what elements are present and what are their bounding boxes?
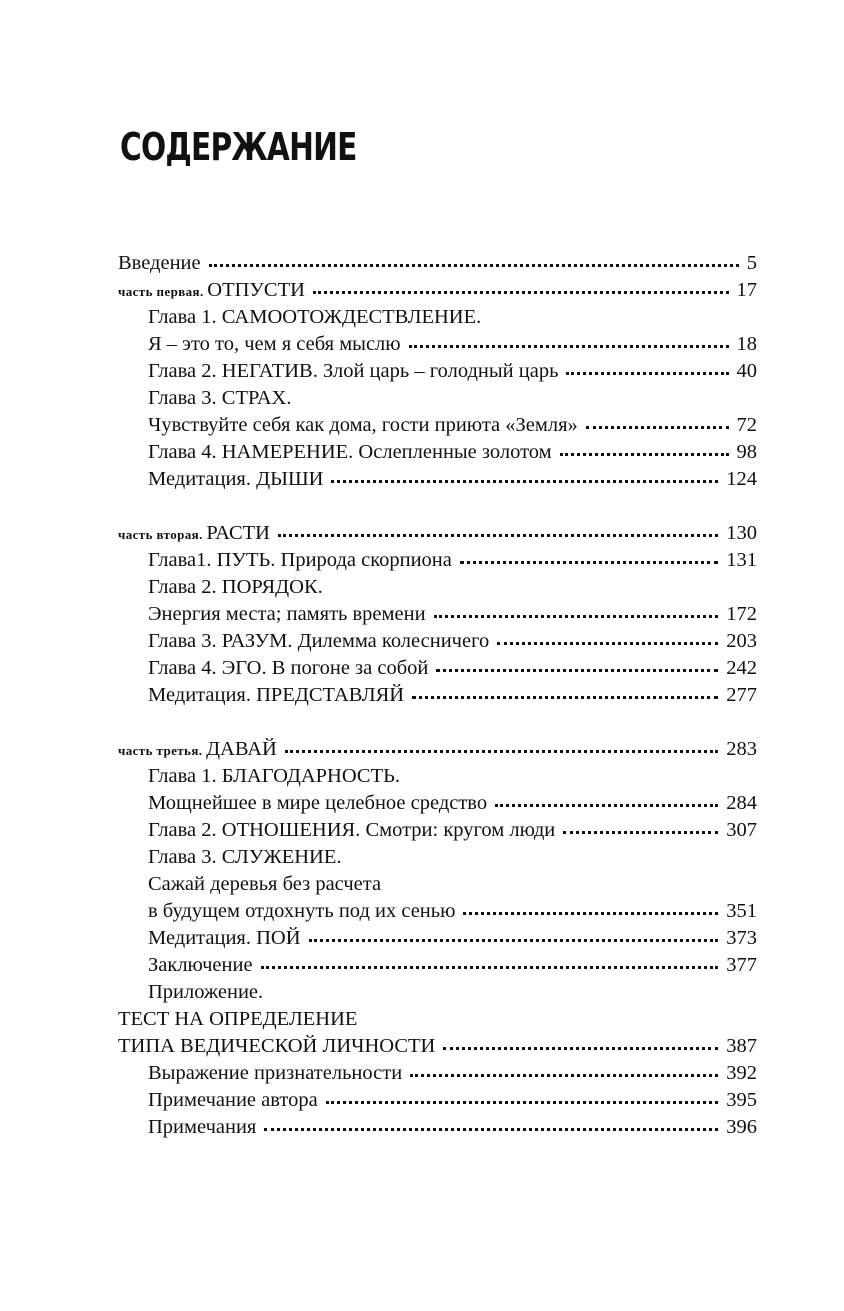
toc-entry[interactable] xyxy=(148,466,757,492)
toc-entry[interactable] xyxy=(148,817,757,843)
entry-title: Мощнейшее в мире целебное средство xyxy=(148,792,488,814)
dot-leader xyxy=(326,1101,719,1104)
page-number: 40 xyxy=(736,360,757,382)
toc-part-entry[interactable] xyxy=(118,277,757,303)
toc-entry[interactable] xyxy=(148,925,757,951)
page-number: 277 xyxy=(726,684,757,706)
dot-leader xyxy=(495,804,718,807)
entry-title: Глава 4. НАМЕРЕНИЕ. Ослепленные золотом xyxy=(148,441,552,463)
dot-leader xyxy=(586,426,729,429)
page-number: 396 xyxy=(726,1116,757,1138)
dot-leader xyxy=(497,642,718,645)
entry-title: Глава 4. ЭГО. В погоне за собой xyxy=(148,657,429,679)
entry-title: Глава 2. НЕГАТИВ. Злой царь – голодный царь xyxy=(148,360,559,382)
dot-leader xyxy=(434,615,719,618)
page-number: 351 xyxy=(726,900,757,922)
dot-leader xyxy=(460,561,718,564)
page-number: 242 xyxy=(726,657,757,679)
entry-title: ТИПА ВЕДИЧЕСКОЙ ЛИЧНОСТИ xyxy=(118,1035,436,1057)
page-number: 98 xyxy=(736,441,757,463)
toc-entry[interactable] xyxy=(148,682,757,708)
dot-leader xyxy=(209,264,739,267)
page-number: 283 xyxy=(726,738,757,760)
toc-entry[interactable] xyxy=(148,331,757,357)
toc-entry[interactable] xyxy=(148,1114,757,1140)
page-number: 392 xyxy=(726,1062,757,1084)
entry-title: Выражение признательности xyxy=(148,1062,403,1084)
toc-part-entry[interactable] xyxy=(118,736,757,762)
dot-leader xyxy=(278,534,718,537)
toc-entry[interactable] xyxy=(148,1060,757,1086)
entry-title: РАСТИ xyxy=(206,522,270,544)
entry-title: ТЕСТ НА ОПРЕДЕЛЕНИЕ xyxy=(118,1008,358,1030)
entry-title: ОТПУСТИ xyxy=(207,279,305,301)
page-number: 124 xyxy=(726,468,757,490)
entry-title: Глава 2. ОТНОШЕНИЯ. Смотри: кругом люди xyxy=(148,819,556,841)
page-number: 387 xyxy=(726,1035,757,1057)
toc-part-entry[interactable] xyxy=(118,520,757,546)
page-title: СОДЕРЖАНИЕ xyxy=(120,125,357,169)
dot-leader xyxy=(563,831,718,834)
dot-leader xyxy=(412,696,718,699)
toc-entry[interactable] xyxy=(148,655,757,681)
toc-entry[interactable] xyxy=(148,952,757,978)
dot-leader xyxy=(443,1047,718,1050)
toc-entry[interactable] xyxy=(148,979,757,1005)
entry-title: в будущем отдохнуть под их сенью xyxy=(148,900,456,922)
entry-title: Сажай деревья без расчета xyxy=(148,873,382,895)
page-number: 395 xyxy=(726,1089,757,1111)
toc-entry[interactable] xyxy=(148,358,757,384)
dot-leader xyxy=(566,372,728,375)
entry-title: Глава 2. ПОРЯДОК. xyxy=(148,576,323,598)
entry-title: Глава 3. РАЗУМ. Дилемма колесничего xyxy=(148,630,490,652)
page-number: 373 xyxy=(726,927,757,949)
page-number: 72 xyxy=(736,414,757,436)
dot-leader xyxy=(261,966,719,969)
entry-title: Глава 1. САМООТОЖДЕСТВЛЕНИЕ. xyxy=(148,306,482,328)
page-number: 17 xyxy=(736,279,757,301)
page-number: 172 xyxy=(726,603,757,625)
page-number: 18 xyxy=(736,333,757,355)
entry-title: ДАВАЙ xyxy=(206,738,277,760)
toc-entry[interactable] xyxy=(118,250,757,276)
entry-title: Примечание автора xyxy=(148,1089,318,1111)
page-number: 5 xyxy=(746,252,757,274)
dot-leader xyxy=(409,345,729,348)
entry-title: Медитация. ПРЕДСТАВЛЯЙ xyxy=(148,684,405,706)
dot-leader xyxy=(331,480,718,483)
entry-title: Глава1. ПУТЬ. Природа скорпиона xyxy=(148,549,452,571)
dot-leader xyxy=(436,669,718,672)
toc-entry[interactable] xyxy=(148,790,757,816)
entry-title: Медитация. ДЫШИ xyxy=(148,468,324,490)
part-label: часть третья. xyxy=(118,743,207,758)
entry-title: Введение xyxy=(118,252,201,274)
toc-entry[interactable] xyxy=(148,439,757,465)
page-number: 131 xyxy=(726,549,757,571)
entry-title: Чувствуйте себя как дома, гости приюта «Земля» xyxy=(148,414,578,436)
dot-leader xyxy=(313,291,729,294)
page-number: 284 xyxy=(726,792,757,814)
part-label: часть первая. xyxy=(118,284,208,299)
toc-entry[interactable] xyxy=(148,1087,757,1113)
toc-entry[interactable] xyxy=(118,1006,757,1032)
toc-entry[interactable] xyxy=(118,1033,757,1059)
part-label: часть вторая. xyxy=(118,527,207,542)
entry-title: Глава 1. БЛАГОДАРНОСТЬ. xyxy=(148,765,401,787)
entry-title: Медитация. ПОЙ xyxy=(148,927,301,949)
dot-leader xyxy=(264,1128,718,1131)
dot-leader xyxy=(410,1074,718,1077)
toc-entry[interactable] xyxy=(148,844,757,870)
toc-entry[interactable] xyxy=(148,547,757,573)
toc-entry[interactable] xyxy=(148,304,757,330)
entry-title: Примечания xyxy=(148,1116,257,1138)
dot-leader xyxy=(463,912,718,915)
toc-entry[interactable] xyxy=(148,763,757,789)
toc-entry[interactable] xyxy=(148,412,757,438)
toc-entry[interactable] xyxy=(148,574,757,600)
page-number: 203 xyxy=(726,630,757,652)
dot-leader xyxy=(285,750,718,753)
entry-title: Заключение xyxy=(148,954,253,976)
page-number: 130 xyxy=(726,522,757,544)
dot-leader xyxy=(560,453,729,456)
entry-title: Глава 3. СТРАХ. xyxy=(148,387,292,409)
toc-entry[interactable] xyxy=(148,628,757,654)
toc-entry[interactable] xyxy=(148,601,757,627)
entry-title: Я – это то, чем я себя мыслю xyxy=(148,333,401,355)
page-number: 307 xyxy=(726,819,757,841)
dot-leader xyxy=(309,939,719,942)
toc-entry[interactable] xyxy=(148,898,757,924)
page-number: 377 xyxy=(726,954,757,976)
entry-title: Глава 3. СЛУЖЕНИЕ. xyxy=(148,846,342,868)
toc-entry[interactable] xyxy=(148,871,757,897)
entry-title: Энергия места; память времени xyxy=(148,603,426,625)
entry-title: Приложение. xyxy=(148,981,264,1003)
toc-entry[interactable] xyxy=(148,385,757,411)
